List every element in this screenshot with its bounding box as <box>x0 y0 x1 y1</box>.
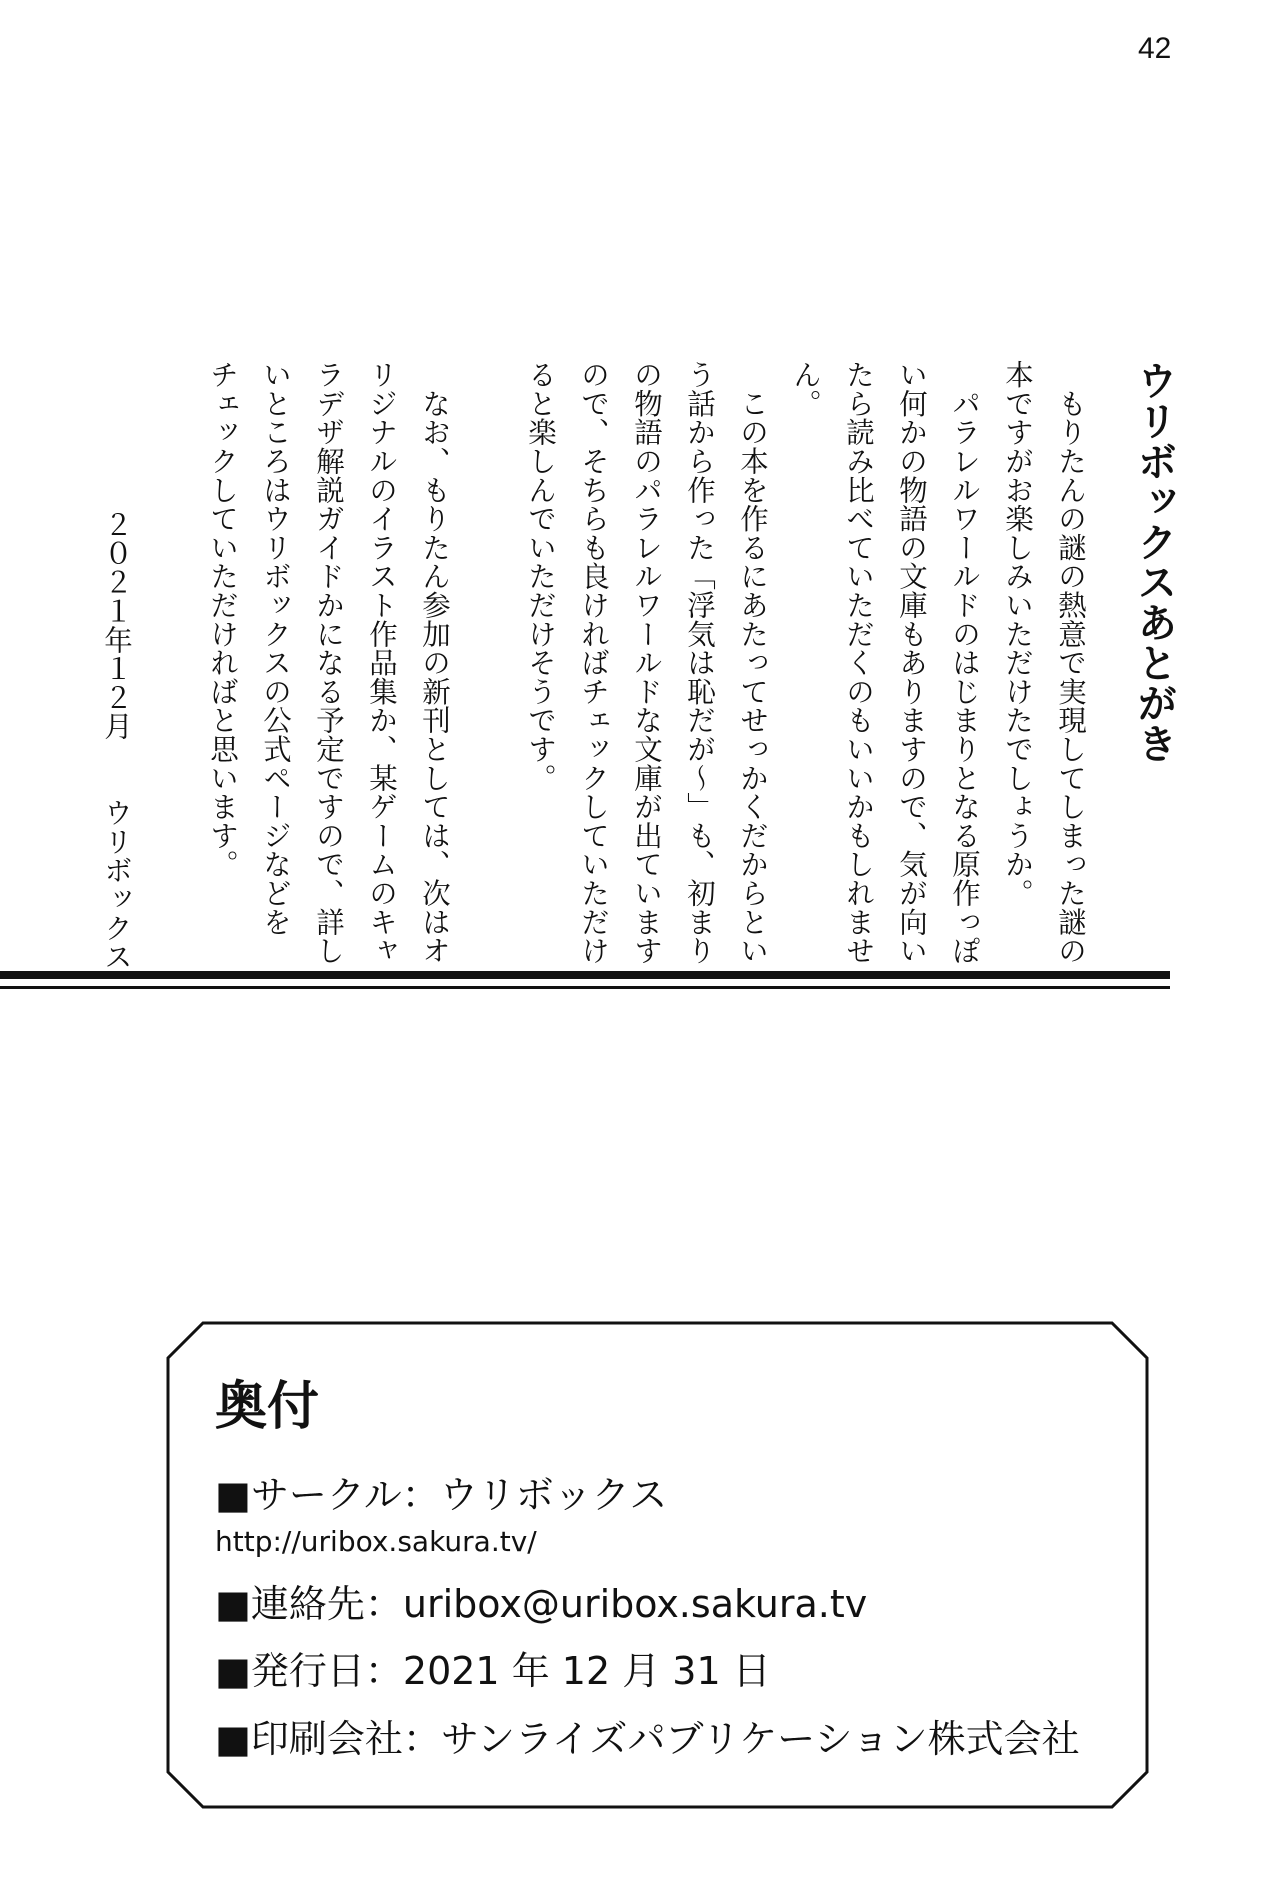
afterword-title: ウリボックスあとがき <box>1131 360 1177 763</box>
section-divider <box>0 971 1170 979</box>
afterword-section <box>100 360 1180 971</box>
afterword-signature: ２０２１年１２月 ウリボックス <box>100 510 133 971</box>
colophon-box <box>165 1320 1150 1810</box>
colophon-printer: ■印刷会社：サンライズパブリケーション株式会社 <box>215 1716 1080 1761</box>
colophon-circle: ■サークル：ウリボックス <box>215 1473 668 1517</box>
colophon-issue-date: ■発行日：2021 年 12 月 31 日 <box>215 1649 771 1694</box>
page-number: 42 <box>1138 32 1172 65</box>
colophon-heading: 奥付 <box>215 1377 320 1437</box>
colophon-contact: ■連絡先：uribox@uribox.sakura.tv <box>215 1581 868 1626</box>
afterword-paragraph: なお、もりたん参加の新刊としては、次はオ リジナルのイラスト作品集か、某ゲームのキャ ラデザ解説ガイドかになる予定ですので、詳し いところはウリボックスの公式ページなどを チェックしていただければと思います。 <box>206 360 451 965</box>
section-divider <box>0 986 1170 989</box>
afterword-paragraph: この本を作るにあたってせっかくだからとい う話から作った「浮気は恥だが～」も、初まり の物語のパラレルワールドな文庫が出ています ので、そちらも良ければチェックしていただけ ると楽しんでいただけそうです。 <box>524 360 769 965</box>
afterword-paragraph: もりたんの謎の熱意で実現してしまった謎の 本ですがお楽しみいただけたでしょうか。 パラレルワールドのはじまりとなる原作っぽ い何かの物語の文庫もありますので、気が向い たら読み比べていただくのもいいかもしれませ ん。 <box>789 360 1087 965</box>
colophon-url: http://uribox.sakura.tv/ <box>215 1524 537 1558</box>
